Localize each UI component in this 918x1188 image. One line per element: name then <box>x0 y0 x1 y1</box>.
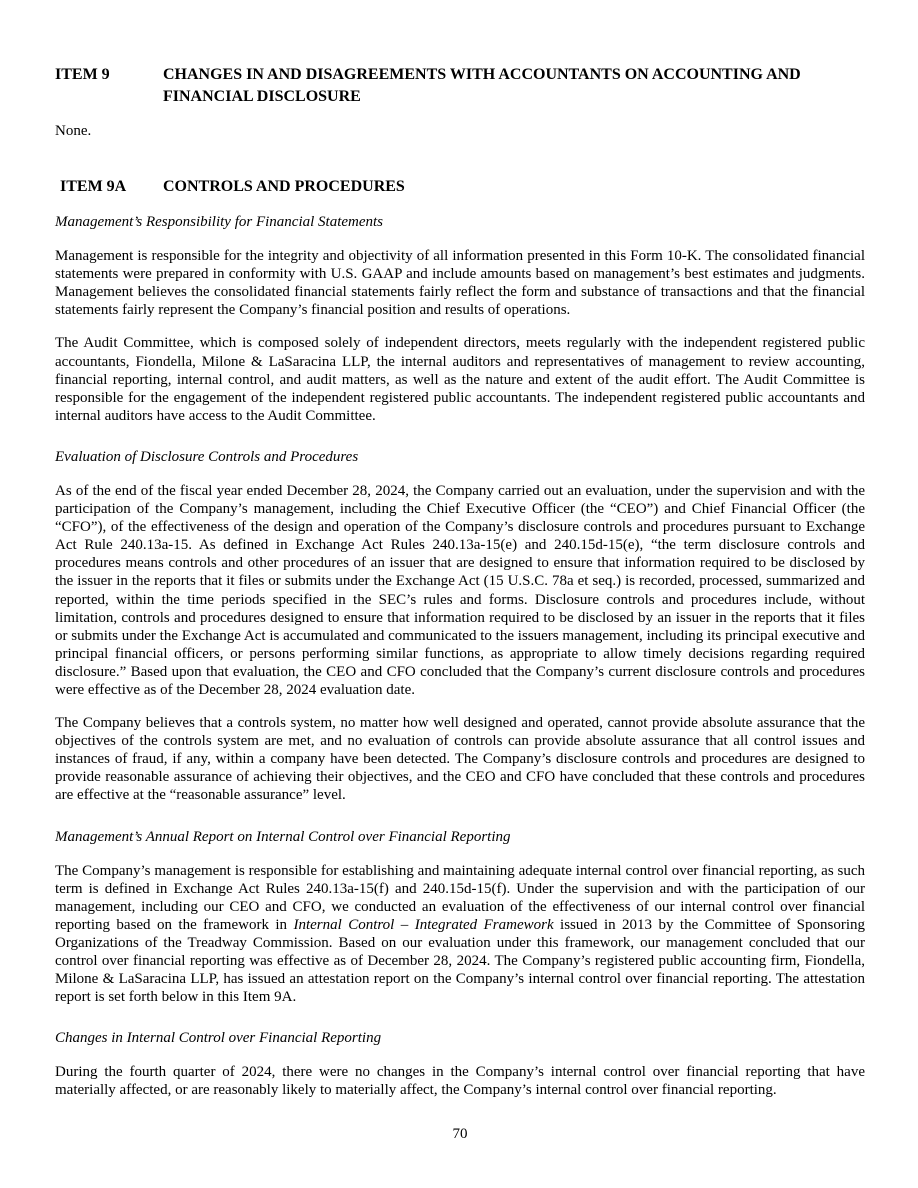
item9a-title: CONTROLS AND PROCEDURES <box>163 178 405 196</box>
annual-report-paragraph <box>55 862 865 1007</box>
responsibility-section-heading: Management’s Responsibility for Financial Statements <box>55 214 384 231</box>
item9-label: ITEM 9 <box>55 66 110 83</box>
item9a-label: ITEM 9A <box>60 178 127 196</box>
annual-report-framework-title: Internal Control – Integrated Framework <box>293 916 554 933</box>
evaluation-section-heading: Evaluation of Disclosure Controls and Procedures <box>55 448 359 465</box>
item9-response-text: None. <box>55 123 92 139</box>
annual-report-paragraph-segment-before: The Company’s management is responsible for establishing and maintaining adequate internal control over financial reporting, as such term is defined in Exchange Act Rules 240.13a-15(f) and 240.15d-15(f). Under the supervision and with the participation of our management, including our CEO and CFO, we conducted an evaluation of the effectiveness of our internal control over financial reporting based on the framework in <box>55 862 865 933</box>
changes-section-heading: Changes in Internal Control over Financial Reporting <box>55 1030 382 1047</box>
item9a-heading <box>55 176 865 198</box>
item9-heading <box>55 64 865 108</box>
evaluation-paragraph-2: The Company believes that a controls system, no matter how well designed and operated, cannot provide absolute assurance that the objectives of the controls system are met, and no evaluation of controls can provide absolute assurance that all control issues and instances of fraud, if any, within a company have been detected. The Company’s disclosure controls and procedures are designed to provide reasonable assurance of achieving their objectives, and the CEO and CFO have concluded that these controls and procedures are effective at the “reasonable assurance” level. <box>55 715 865 804</box>
annual-report-section-heading: Management’s Annual Report on Internal Control over Financial Reporting <box>55 828 511 845</box>
page-number: 70 <box>452 1126 468 1143</box>
changes-paragraph-1: During the fourth quarter of 2024, there were no changes in the Company’s internal control over financial reporting that have materially affected, or are reasonably likely to materially affect, the Company’s internal control over financial reporting. <box>55 1064 865 1099</box>
responsibility-paragraph-1: Management is responsible for the integrity and objectivity of all information presented in this Form 10-K. The consolidated financial statements were prepared in conformity with U.S. GAAP and include amounts based on management’s best estimates and judgments. Management believes the consolidated financial statements fairly reflect the form and substance of transactions and that the financial statements fairly represent the Company’s financial position and results of operations. <box>55 248 865 319</box>
responsibility-paragraph-2: The Audit Committee, which is composed solely of independent directors, meets regularly with the independent registered public accountants, Fiondella, Milone & LaSaracina LLP, the internal auditors and representatives of management to review accounting, financial reporting, internal control, and audit matters, as well as the nature and extent of the audit effort. The Audit Committee is responsible for the engagement of the independent registered public accountants. The independent registered public accountants and internal auditors have access to the Audit Committee. <box>55 335 865 424</box>
evaluation-paragraph-1: As of the end of the fiscal year ended December 28, 2024, the Company carried out an evaluation, under the supervision and with the participation of the Company’s management, including the Chief Executive Officer (the “CEO”) and Chief Financial Officer (the “CFO”), of the effectiveness of the design and operation of the Company’s disclosure controls and procedures pursuant to Exchange Act Rule 240.13a-15. As defined in Exchange Act Rules 240.13a-15(e) and 240.15d-15(e), “the term disclosure controls and procedures means controls and other procedures of an issuer that are designed to ensure that information required to be disclosed by the issuer in the reports that it files or submits under the Exchange Act (15 U.S.C. 78a et seq.) is recorded, processed, summarized and reported, within the time periods specified in the SEC’s rules and forms. Disclosure controls and procedures include, without limitation, controls and procedures designed to ensure that information required to be disclosed by an issuer in the reports that it files or submits under the Exchange Act is accumulated and communicated to the issuers management, including its principal executive and principal financial officers, or persons performing similar functions, as appropriate to allow timely decisions regarding required disclosure.” Based upon that evaluation, the CEO and CFO concluded that the Company’s current disclosure controls and procedures were effective as of the December 28, 2024 evaluation date. <box>55 482 865 698</box>
item9-title: CHANGES IN AND DISAGREEMENTS WITH ACCOUNTANTS ON ACCOUNTING AND FINANCIAL DISCLOSURE <box>163 66 801 105</box>
annual-report-paragraph-segment-after: issued in 2013 by the Committee of Sponsoring Organizations of the Treadway Commission. Based on our evaluation under this framework, our management concluded that our control over financial reporting was effective as of December 28, 2024. The Company’s registered public accounting firm, Fiondella, Milone & LaSaracina LLP, has issued an attestation report on the Company’s internal control over financial reporting. The attestation report is set forth below in this Item 9A. <box>55 916 865 1006</box>
